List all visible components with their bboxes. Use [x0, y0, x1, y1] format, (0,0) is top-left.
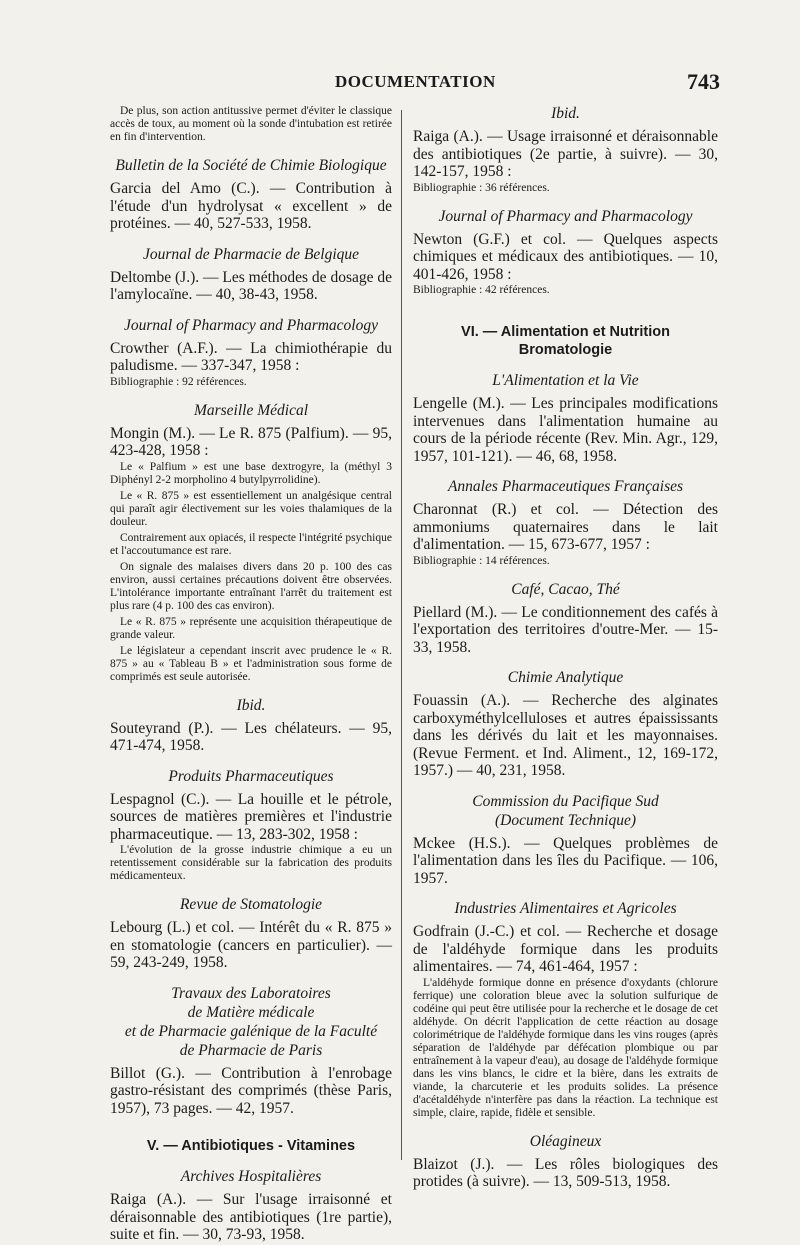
- entry-note: Le législateur a cependant inscrit avec prudence le « R. 875 » au « Tableau B » et l'administration sous forme de comprimés est seule autorisée.: [110, 644, 392, 683]
- journal-title: Annales Pharmaceutiques Françaises: [447, 478, 684, 495]
- journal-title: de Matière médicale: [187, 1003, 315, 1021]
- bibliography-entry: Billot (G.). — Contribution à l'enrobage gastro-résistant des comprimés (thèse Paris, 1957), 73 pages. — 42, 1957.: [110, 1064, 392, 1117]
- journal-title: Bulletin de la Société de Chimie Biologique: [115, 157, 387, 174]
- entry-note: Bibliographie : 42 références.: [413, 284, 550, 296]
- journal-title: de Pharmacie de Paris: [179, 1041, 323, 1059]
- bibliography-entry: Lespagnol (C.). — La houille et le pétrole, sources de matières premières et l'industrie pharmaceutique. — 13, 283-302, 1958 :: [110, 790, 392, 843]
- running-title: DOCUMENTATION: [335, 72, 496, 91]
- entry-note: Le « R. 875 » est essentiellement un analgésique central qui paraît agir électivement sur les voies thalamiques de la douleur.: [110, 489, 392, 528]
- bibliography-entry: Raiga (A.). — Sur l'usage irraisonné et déraisonnable des antibiotiques (1re partie), suite et fin. — 30, 73-93, 1958.: [110, 1191, 392, 1243]
- bibliography-entry: Lengelle (M.). — Les principales modifications intervenues dans l'alimentation humaine au cours de la période récente (Rev. Min. Agr., 129, 1957, 101-121). — 46, 68, 1958.: [413, 395, 718, 465]
- journal-title: Ibid.: [236, 696, 266, 714]
- journal-title: Journal de Pharmacie de Belgique: [142, 245, 360, 263]
- entry-note: Bibliographie : 36 références.: [413, 181, 550, 194]
- journal-title: et de Pharmacie galénique de la Faculté: [124, 1022, 378, 1040]
- journal-title: (Document Technique): [494, 811, 637, 829]
- section-heading: Bromatologie: [518, 342, 613, 358]
- bibliography-entry: Raiga (A.). — Usage irraisonné et déraisonnable des antibiotiques (2e partie, à suivre). — 30, 142-157, 1958 :: [413, 128, 718, 180]
- journal-title: Oléagineux: [529, 1132, 602, 1150]
- journal-title: Industries Alimentaires et Agricoles: [454, 900, 677, 917]
- bibliography-entry: Lebourg (L.) et col. — Intérêt du « R. 875 » en stomatologie (cancers en particulier). — 59, 243-249, 1958.: [110, 919, 392, 971]
- bibliography-entry: Fouassin (A.). — Recherche des alginates carboxyméthylcelluloses et autres épaississants dans les dérivés du lait et les mayonnaises. (Revue Ferment. et Ind. Aliment., 12, 169-172, 1957.) — 40, 231, 1958.: [413, 692, 718, 779]
- entry-note: Le « R. 875 » représente une acquisition thérapeutique de grande valeur.: [110, 615, 392, 641]
- bibliography-entry: Souteyrand (P.). — Les chélateurs. — 95, 471-474, 1958.: [110, 719, 392, 754]
- page-number: 743: [687, 69, 720, 94]
- journal-title: Journal of Pharmacy and Pharmacology: [124, 316, 378, 334]
- entry-note: Le « Palfium » est une base dextrogyre, la (méthyl 3 Diphényl 2-2 morpholino 4 butylpyrrolidine).: [110, 460, 392, 486]
- section-heading: V. — Antibiotiques - Vitamines: [146, 1138, 356, 1154]
- journal-title: Travaux des Laboratoires: [171, 984, 331, 1002]
- entry-note: On signale des malaises divers dans 20 p. 100 des cas environ, aussi certaines précautions doivent être observées. L'intolérance importante entraînant l'arrêt du traitement est plus rare (4 p. 100 des cas environ).: [110, 560, 392, 612]
- entry-note: L'évolution de la grosse industrie chimique a eu un retentissement considérable sur la fabrication des produits médicamenteux.: [110, 844, 392, 882]
- journal-title: Café, Cacao, Thé: [511, 580, 620, 598]
- bibliography-entry: Blaizot (J.). — Les rôles biologiques des protides (à suivre). — 13, 509-513, 1958.: [413, 1155, 718, 1190]
- entry-note: Bibliographie : 92 références.: [110, 375, 247, 388]
- bibliography-entry: Garcia del Amo (C.). — Contribution à l'étude d'un hydrolysat « excellent » de protéines. — 40, 527-533, 1958.: [110, 180, 392, 232]
- section-heading: VI. — Alimentation et Nutrition: [461, 324, 670, 340]
- bibliography-entry: Mongin (M.). — Le R. 875 (Palfium). — 95, 423-428, 1958 :: [110, 424, 392, 459]
- page-header: [110, 69, 720, 102]
- journal-title: Chimie Analytique: [507, 669, 624, 686]
- entry-note: Bibliographie : 14 références.: [413, 554, 550, 567]
- journal-title: Journal of Pharmacy and Pharmacology: [438, 207, 693, 225]
- bibliography-entry: Deltombe (J.). — Les méthodes de dosage de l'amylocaïne. — 40, 38-43, 1958.: [110, 268, 392, 303]
- right-column: [413, 104, 718, 1192]
- journal-title: Produits Pharmaceutiques: [168, 767, 334, 785]
- journal-title: L'Alimentation et la Vie: [492, 372, 639, 389]
- bibliography-entry: Godfrain (J.-C.) et col. — Recherche et dosage de l'aldéhyde formique dans les produits alimentaires. — 74, 461-464, 1957 :: [413, 923, 718, 975]
- bibliography-entry: Newton (G.F.) et col. — Quelques aspects chimiques et médicaux des antibiotiques. — 10, 401-426, 1958 :: [413, 230, 718, 283]
- bibliography-entry: Piellard (M.). — Le conditionnement des cafés à l'exportation des territoires d'outre-Mer. — 15-33, 1958.: [413, 603, 718, 656]
- journal-title: Marseille Médical: [193, 401, 309, 419]
- bibliography-entry: Mckee (H.S.). — Quelques problèmes de l'alimentation dans les îles du Pacifique. — 106, 1957.: [413, 834, 718, 887]
- left-column: [110, 104, 392, 1245]
- journal-title: Commission du Pacifique Sud: [472, 792, 659, 810]
- journal-title: Revue de Stomatologie: [179, 896, 323, 913]
- entry-note: L'aldéhyde formique donne en présence d'oxydants (chlorure ferrique) une coloration bleue avec la solution sulfurique de codéine qui peut être utilisée pour la recherche et le dosage de cet aldéhyde. On décrit l'application de cette réaction au dosage colorimétrique de l'aldéhyde formique dans les vins rouges (après séparation de l'aldéhyde par défécation plombique ou par entraînement à la vapeur d'eau), au dosage de l'aldéhyde formique dans les vins blancs, le cidre et la bière, dans les extraits de viande, la charcuterie et les produits solides. La présence d'acétaldéhyde n'interfère pas dans la réaction. La technique est simple, claire, rapide, fidèle et sensible.: [413, 976, 718, 1119]
- journal-title: Ibid.: [551, 105, 580, 122]
- intro-note: De plus, son action antitussive permet d'éviter le classique accès de toux, au moment où la sonde d'intubation est retirée en fin d'intervention.: [110, 105, 392, 143]
- bibliography-entry: Charonnat (R.) et col. — Détection des ammoniums quaternaires dans le lait d'alimentation. — 15, 673-677, 1957 :: [413, 501, 718, 553]
- entry-note: Contrairement aux opiacés, il respecte l'intégrité psychique et l'accoutumance est rare.: [110, 531, 392, 557]
- column-divider: [401, 110, 402, 1160]
- bibliography-entry: Crowther (A.F.). — La chimiothérapie du paludisme. — 337-347, 1958 :: [110, 339, 392, 374]
- journal-title: Archives Hospitalières: [180, 1168, 322, 1185]
